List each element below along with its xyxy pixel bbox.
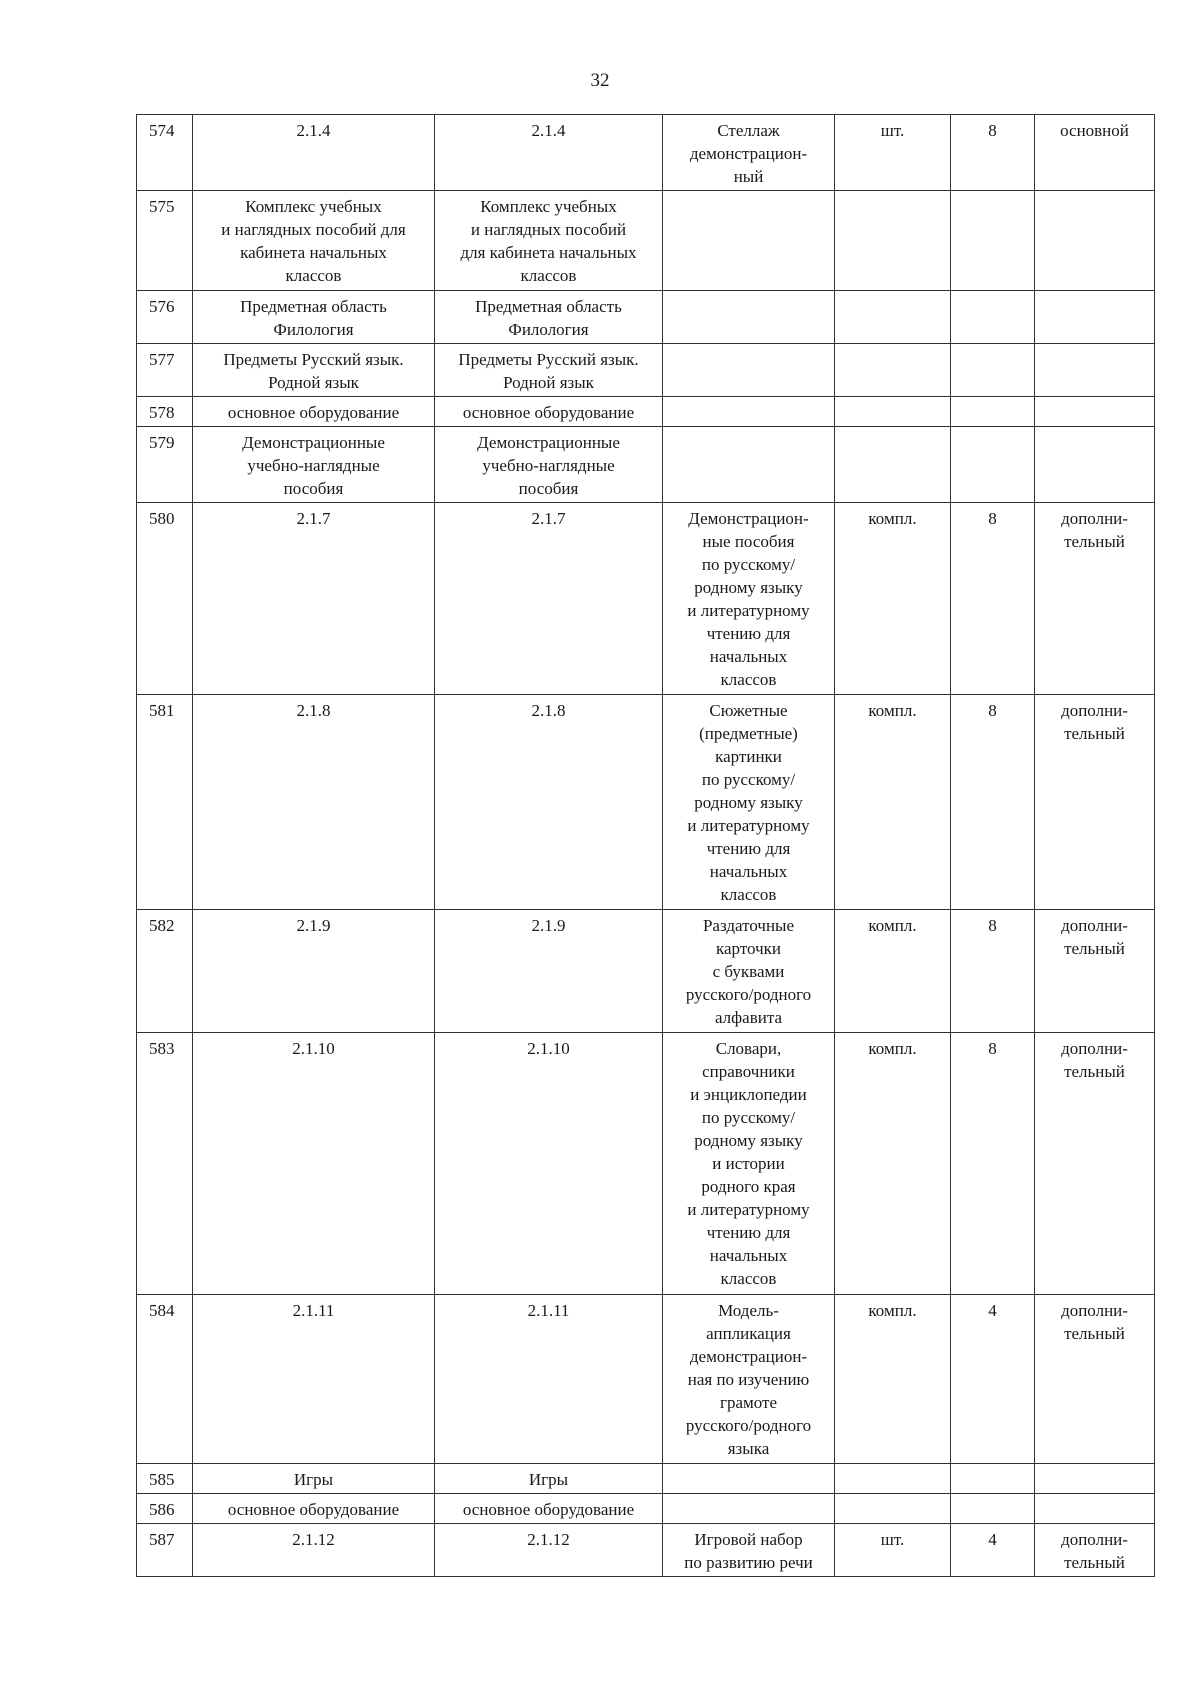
cell-section-alt: 2.1.7 (435, 503, 663, 695)
cell-unit (835, 427, 951, 503)
cell-unit: компл. (835, 1295, 951, 1464)
cell-section: Демонстрационные учебно-наглядные пособия (193, 427, 435, 503)
cell-item-name: Модель- аппликация демонстрацион- ная по изучению грамоте русского/родного языка (663, 1295, 835, 1464)
cell-section: 2.1.7 (193, 503, 435, 695)
cell-equipment-type (1035, 1464, 1155, 1494)
table-row (137, 397, 1155, 427)
cell-number: 580 (137, 503, 193, 695)
cell-item-name (663, 291, 835, 344)
cell-equipment-type (1035, 291, 1155, 344)
cell-section: 2.1.10 (193, 1033, 435, 1295)
table-row (137, 1033, 1155, 1295)
cell-item-name: Сюжетные (предметные) картинки по русскому/ родному языку и литературному чтению для начальных классов (663, 695, 835, 910)
cell-quantity: 8 (951, 1033, 1035, 1295)
cell-equipment-type: дополни- тельный (1035, 1524, 1155, 1577)
cell-item-name (663, 1464, 835, 1494)
cell-section: 2.1.11 (193, 1295, 435, 1464)
cell-section-alt: Игры (435, 1464, 663, 1494)
cell-number: 587 (137, 1524, 193, 1577)
cell-section: Игры (193, 1464, 435, 1494)
table-row (137, 427, 1155, 503)
cell-equipment-type: дополни- тельный (1035, 1033, 1155, 1295)
table-row (137, 910, 1155, 1033)
table-row (137, 1494, 1155, 1524)
cell-equipment-type: основной (1035, 115, 1155, 191)
cell-number: 581 (137, 695, 193, 910)
table-row (137, 291, 1155, 344)
cell-section-alt: Комплекс учебных и наглядных пособий для кабинета начальных классов (435, 191, 663, 291)
equipment-table (136, 114, 1155, 1577)
cell-quantity (951, 1464, 1035, 1494)
cell-section-alt: Предметы Русский язык. Родной язык (435, 344, 663, 397)
cell-unit (835, 1464, 951, 1494)
cell-item-name: Демонстрацион- ные пособия по русскому/ родному языку и литературному чтению для начальных классов (663, 503, 835, 695)
cell-item-name (663, 344, 835, 397)
table-row (137, 344, 1155, 397)
cell-item-name (663, 191, 835, 291)
table-row (137, 115, 1155, 191)
cell-section-alt: 2.1.9 (435, 910, 663, 1033)
table-row (137, 191, 1155, 291)
cell-item-name: Словари, справочники и энциклопедии по русскому/ родному языку и истории родного края и литературному чтению для начальных классов (663, 1033, 835, 1295)
cell-quantity: 4 (951, 1295, 1035, 1464)
cell-item-name (663, 1494, 835, 1524)
cell-unit (835, 344, 951, 397)
cell-number: 574 (137, 115, 193, 191)
table-row (137, 1524, 1155, 1577)
cell-section: 2.1.9 (193, 910, 435, 1033)
table-row (137, 503, 1155, 695)
cell-section: Предметы Русский язык. Родной язык (193, 344, 435, 397)
cell-quantity (951, 291, 1035, 344)
cell-item-name (663, 397, 835, 427)
cell-section: Комплекс учебных и наглядных пособий для кабинета начальных классов (193, 191, 435, 291)
cell-equipment-type: дополни- тельный (1035, 695, 1155, 910)
cell-unit: компл. (835, 1033, 951, 1295)
page-number: 32 (590, 70, 610, 91)
cell-section-alt: основное оборудование (435, 397, 663, 427)
cell-quantity: 8 (951, 503, 1035, 695)
cell-section-alt: 2.1.11 (435, 1295, 663, 1464)
cell-quantity: 8 (951, 910, 1035, 1033)
cell-section: 2.1.12 (193, 1524, 435, 1577)
cell-quantity (951, 1494, 1035, 1524)
cell-item-name: Игровой набор по развитию речи (663, 1524, 835, 1577)
cell-quantity: 8 (951, 115, 1035, 191)
cell-item-name (663, 427, 835, 503)
cell-number: 585 (137, 1464, 193, 1494)
cell-unit (835, 291, 951, 344)
cell-unit: компл. (835, 910, 951, 1033)
cell-quantity: 8 (951, 695, 1035, 910)
cell-unit (835, 191, 951, 291)
cell-unit: шт. (835, 115, 951, 191)
cell-section: основное оборудование (193, 397, 435, 427)
cell-section-alt: 2.1.4 (435, 115, 663, 191)
cell-equipment-type (1035, 344, 1155, 397)
cell-section: 2.1.4 (193, 115, 435, 191)
table-row (137, 1464, 1155, 1494)
cell-number: 575 (137, 191, 193, 291)
cell-quantity: 4 (951, 1524, 1035, 1577)
cell-section-alt: Демонстрационные учебно-наглядные пособия (435, 427, 663, 503)
table-row (137, 695, 1155, 910)
cell-section-alt: 2.1.12 (435, 1524, 663, 1577)
table-row (137, 1295, 1155, 1464)
cell-section-alt: Предметная область Филология (435, 291, 663, 344)
cell-number: 577 (137, 344, 193, 397)
cell-equipment-type: дополни- тельный (1035, 1295, 1155, 1464)
cell-number: 584 (137, 1295, 193, 1464)
cell-equipment-type (1035, 427, 1155, 503)
cell-number: 579 (137, 427, 193, 503)
cell-section-alt: основное оборудование (435, 1494, 663, 1524)
cell-quantity (951, 427, 1035, 503)
cell-quantity (951, 191, 1035, 291)
cell-equipment-type (1035, 397, 1155, 427)
cell-quantity (951, 397, 1035, 427)
cell-section: Предметная область Филология (193, 291, 435, 344)
cell-equipment-type: дополни- тельный (1035, 503, 1155, 695)
cell-unit: компл. (835, 695, 951, 910)
cell-section: основное оборудование (193, 1494, 435, 1524)
cell-number: 586 (137, 1494, 193, 1524)
cell-number: 583 (137, 1033, 193, 1295)
cell-equipment-type (1035, 1494, 1155, 1524)
cell-item-name: Раздаточные карточки с буквами русского/родного алфавита (663, 910, 835, 1033)
cell-number: 576 (137, 291, 193, 344)
cell-unit: шт. (835, 1524, 951, 1577)
cell-number: 578 (137, 397, 193, 427)
cell-section-alt: 2.1.10 (435, 1033, 663, 1295)
cell-item-name: Стеллаж демонстрацион- ный (663, 115, 835, 191)
cell-quantity (951, 344, 1035, 397)
cell-unit (835, 397, 951, 427)
cell-equipment-type (1035, 191, 1155, 291)
cell-unit: компл. (835, 503, 951, 695)
cell-number: 582 (137, 910, 193, 1033)
cell-section: 2.1.8 (193, 695, 435, 910)
cell-unit (835, 1494, 951, 1524)
cell-section-alt: 2.1.8 (435, 695, 663, 910)
cell-equipment-type: дополни- тельный (1035, 910, 1155, 1033)
